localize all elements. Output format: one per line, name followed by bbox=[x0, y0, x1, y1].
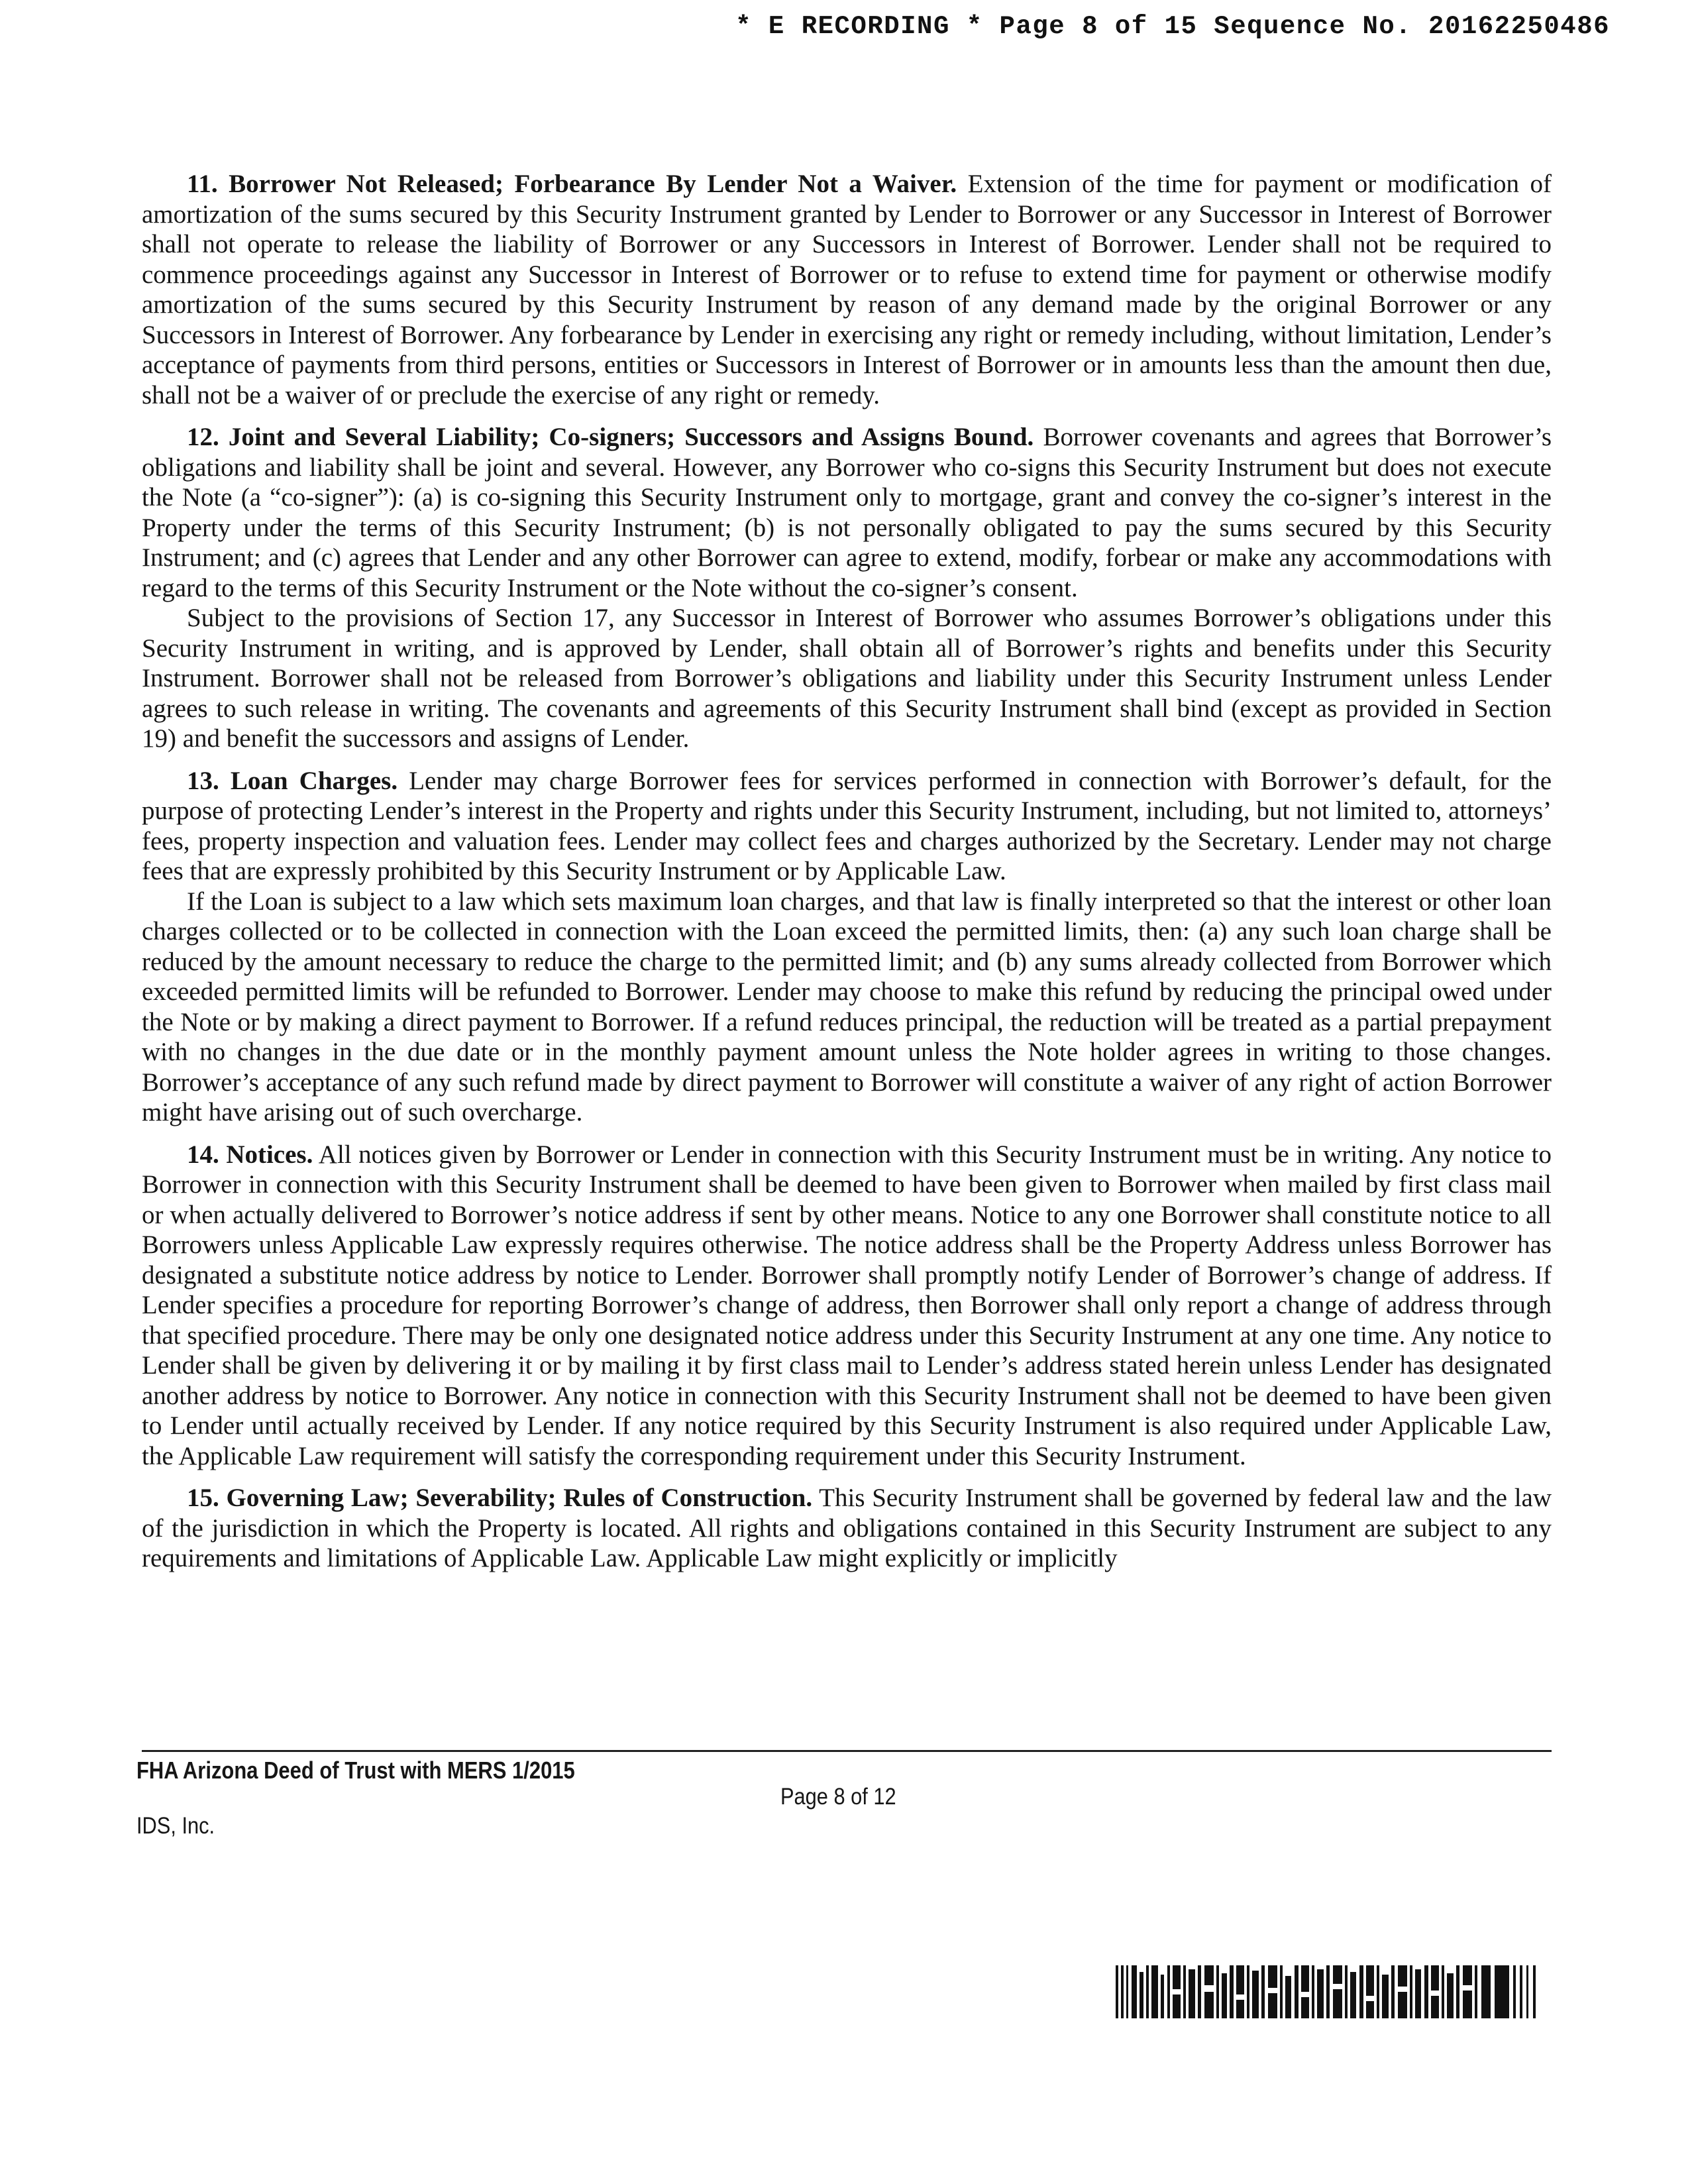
section-15 bbox=[142, 1483, 1552, 1574]
section-heading: 13. Loan Charges. bbox=[187, 766, 398, 795]
section-paragraph bbox=[142, 1483, 1552, 1574]
section-14 bbox=[142, 1140, 1552, 1472]
recording-header: * E RECORDING * Page 8 of 15 Sequence No. 20162250486 bbox=[735, 12, 1610, 41]
section-heading: 14. Notices. bbox=[187, 1140, 313, 1169]
section-paragraph: If the Loan is subject to a law which sets maximum loan charges, and that law is finally interpreted so that the interest or other loan charges collected or to be collected in connection with the Loan exceed the permitted limits, then: (a) any such loan charge shall be reduced by the amount necessary to reduce the charge to the permitted limit; and (b) any sums already collected from Borrower which exceeded permitted limits will be refunded to Borrower. Lender may choose to make this refund by reducing the principal owed under the Note or by making a direct payment to Borrower. If a refund reduces principal, the reduction will be treated as a partial prepayment with no changes in the due date or in the monthly payment amount unless the Note holder agrees in writing to those changes. Borrower’s acceptance of any such refund made by direct payment to Borrower will constitute a waiver of any right of action Borrower might have arising out of such overcharge. bbox=[142, 887, 1552, 1126]
section-12 bbox=[142, 422, 1552, 754]
section-paragraph bbox=[142, 766, 1552, 887]
section-text: Lender may charge Borrower fees for services performed in connection with Borrower’s default, for the purpose of protecting Lender’s interest in the Property and rights under this Security Instrument, including, but not limited to, attorneys’ fees, property inspection and valuation fees. Lender may collect fees and charges authorized by the Secretary. Lender may not charge fees that are expressly prohibited by this Security Instrument or by Applicable Law. bbox=[142, 766, 1552, 885]
section-paragraph bbox=[142, 422, 1552, 603]
footer-company: IDS, Inc. bbox=[136, 1813, 215, 1839]
section-text: All notices given by Borrower or Lender in connection with this Security Instrument must be in writing. Any notice to Borrower in connection with this Security Instrument shall be deemed to have been given to Borrower when mailed by first class mail or when actually delivered to Borrower’s notice address if sent by other means. Notice to any one Borrower shall constitute notice to all Borrowers unless Applicable Law expressly requires otherwise. The notice address shall be the Property Address unless Borrower has designated a substitute notice address by notice to Lender. Borrower shall promptly notify Lender of Borrower’s change of address. If Lender specifies a procedure for reporting Borrower’s change of address, then Borrower shall only report a change of address through that specified procedure. There may be only one designated notice address under this Security Instrument at any one time. Any notice to Lender shall be given by delivering it or by mailing it by first class mail to Lender’s address stated herein unless Lender has designated another address by notice to Borrower. Any notice in connection with this Security Instrument shall not be deemed to have been given to Lender until actually received by Lender. If any notice required by this Security Instrument is also required under Applicable Law, the Applicable Law requirement will satisfy the corresponding requirement under this Security Instrument. bbox=[142, 1140, 1552, 1470]
section-text: This Security Instrument shall be governed by federal law and the law of the jurisdiction in which the Property is located. All rights and obligations contained in this Security Instrument are subject to any requirements and limitations of Applicable Law. Applicable Law might explicitly or implicitly bbox=[142, 1484, 1552, 1572]
section-paragraph: Subject to the provisions of Section 17, any Successor in Interest of Borrower who assumes Borrower’s obligations under this Security Instrument in writing, and is approved by Lender, shall obtain all of Borrower’s rights and benefits under this Security Instrument. Borrower shall not be released from Borrower’s obligations and liability under this Security Instrument unless Lender agrees to such release in writing. The covenants and agreements of this Security Instrument shall bind (except as provided in Section 19) and benefit the successors and assigns of Lender. bbox=[142, 604, 1552, 753]
section-paragraph bbox=[142, 169, 1552, 410]
section-heading: 15. Governing Law; Severability; Rules of Construction. bbox=[187, 1484, 813, 1512]
section-text: Borrower covenants and agrees that Borrower’s obligations and liability shall be joint and several. However, any Borrower who co-signs this Security Instrument but does not execute the Note (a “co-signer”): (a) is co-signing this Security Instrument only to mortgage, grant and convey the co-signer’s interest in the Property under the terms of this Security Instrument; (b) is not personally obligated to pay the sums secured by this Security Instrument; and (c) agrees that Lender and any other Borrower can agree to extend, modify, forbear or make any accommodations with regard to the terms of this Security Instrument or the Note without the co-signer’s consent. bbox=[142, 423, 1552, 602]
barcode-image bbox=[1116, 1965, 1540, 2018]
section-heading: 12. Joint and Several Liability; Co-signers; Successors and Assigns Bound. bbox=[187, 423, 1034, 451]
document-body bbox=[142, 169, 1552, 1586]
footer-form-name: FHA Arizona Deed of Trust with MERS 1/2015 bbox=[136, 1757, 575, 1784]
section-paragraph bbox=[142, 1140, 1552, 1472]
section-13 bbox=[142, 766, 1552, 1128]
footer-page-number: Page 8 of 12 bbox=[780, 1784, 896, 1810]
footer-divider bbox=[142, 1750, 1552, 1752]
section-11 bbox=[142, 169, 1552, 410]
section-text: Extension of the time for payment or modification of amortization of the sums secured by this Security Instrument granted by Lender to Borrower or any Successor in Interest of Borrower shall not operate to release the liability of Borrower or any Successors in Interest of Borrower. Lender shall not be required to commence proceedings against any Successor in Interest of Borrower or to refuse to extend time for payment or otherwise modify amortization of the sums secured by this Security Instrument by reason of any demand made by the original Borrower or any Successors in Interest of Borrower. Any forbearance by Lender in exercising any right or remedy including, without limitation, Lender’s acceptance of payments from third persons, entities or Successors in Interest of Borrower or in amounts less than the amount then due, shall not be a waiver of or preclude the exercise of any right or remedy. bbox=[142, 170, 1552, 410]
section-heading: 11. Borrower Not Released; Forbearance By Lender Not a Waiver. bbox=[187, 170, 957, 198]
